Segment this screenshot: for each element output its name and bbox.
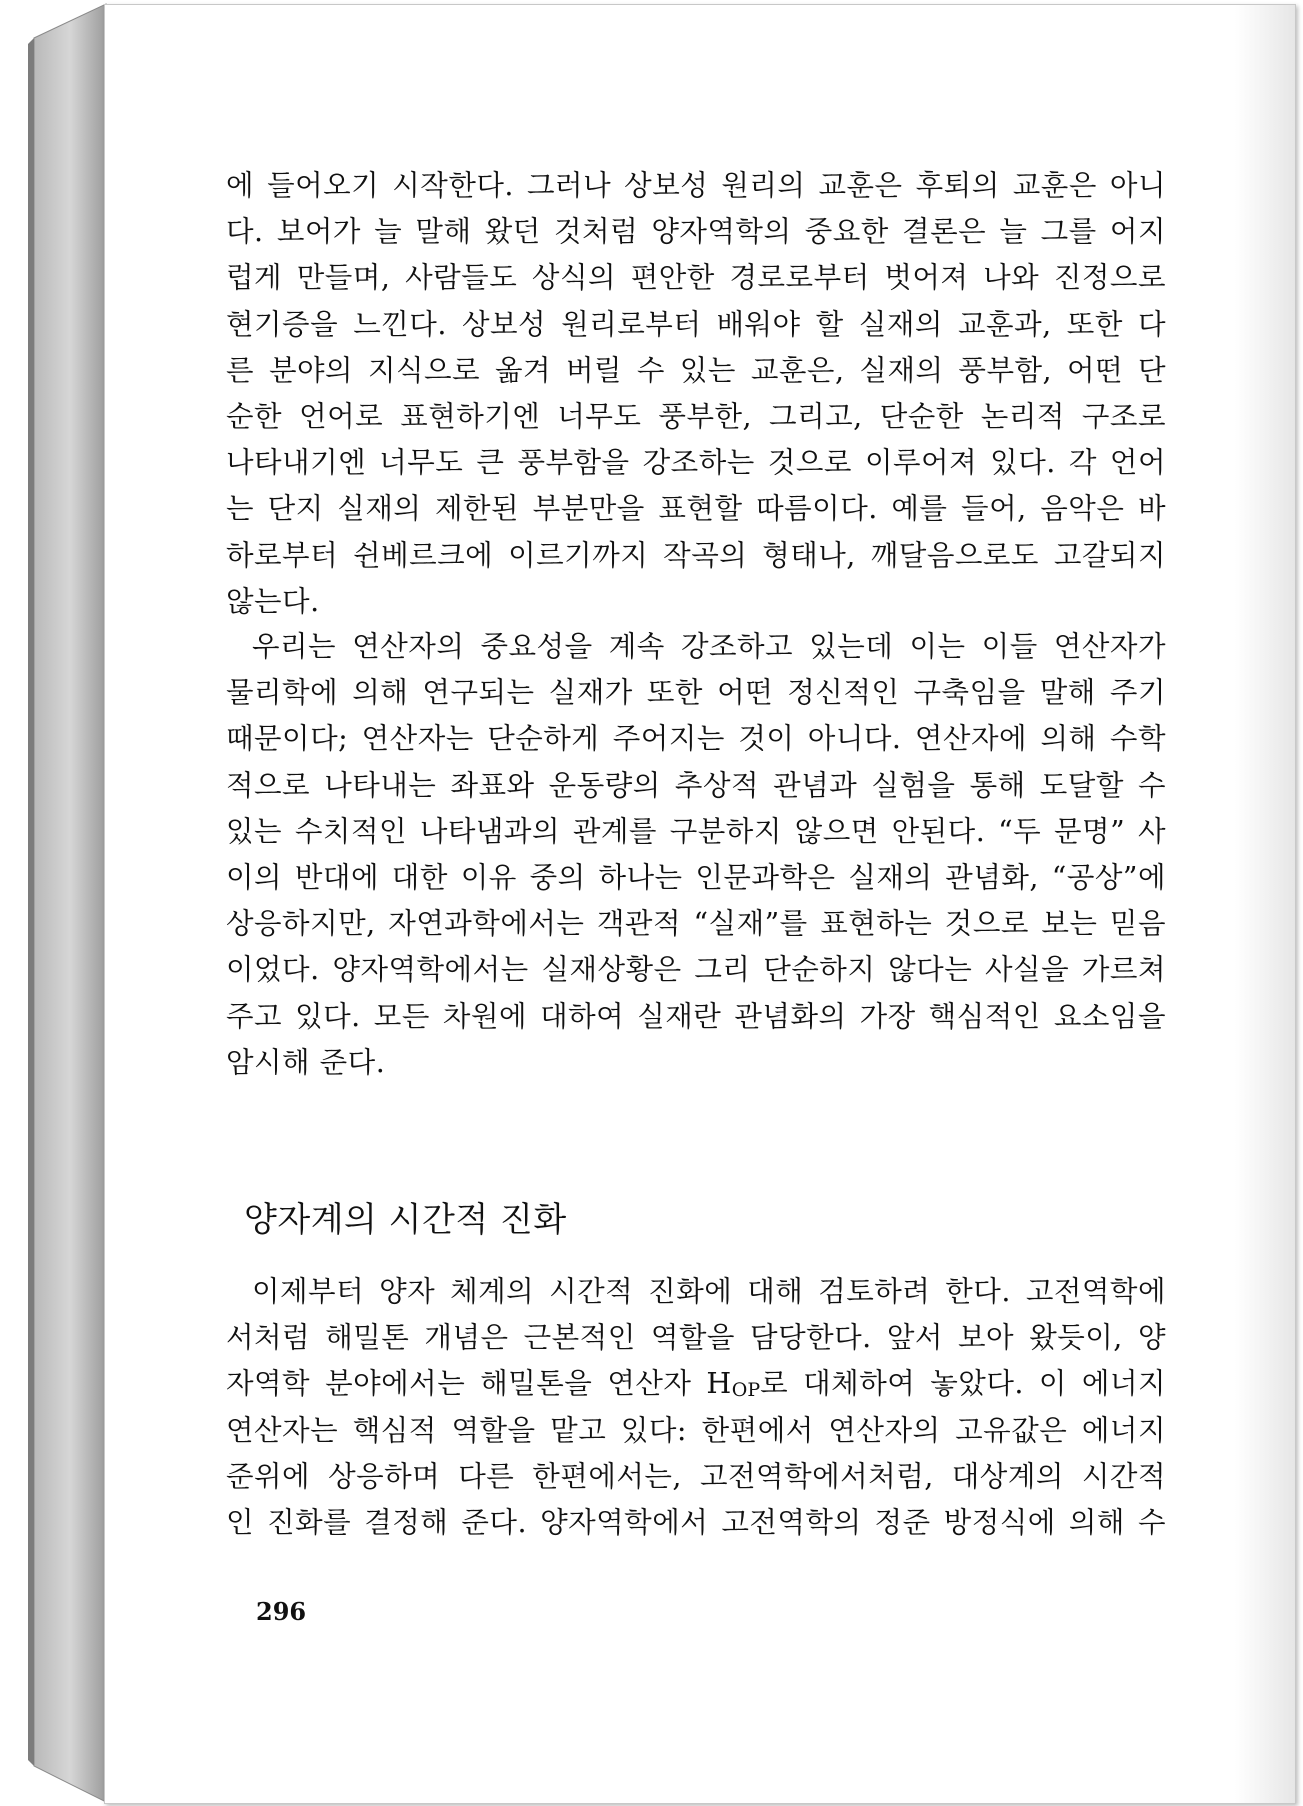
text-fragment: 로 대체하여 놓았다. 이 에너지 [760, 1367, 1167, 1401]
text-line: 이제부터 양자 체계의 시간적 진화에 대해 검토하려 한다. 고전역학에 [252, 1275, 1166, 1308]
text-line: 암시해 준다. [226, 1045, 386, 1079]
section-heading: 양자계의 시간적 진화 [244, 1200, 567, 1240]
text-line: 나타내기엔 너무도 큰 풍부함을 강조하는 것으로 이루어져 있다. 각 언어 [226, 446, 1166, 480]
page-shade [1235, 5, 1295, 1803]
operator-subscript: OP [731, 1379, 761, 1402]
text-line: 있는 수치적인 나타냄과의 관계를 구분하지 않으면 안된다. “두 문명” 사 [226, 814, 1166, 848]
text-line: 서처럼 해밀톤 개념은 근본적인 역할을 담당한다. 앞서 보아 왔듯이, 양 [226, 1321, 1166, 1355]
page-number: 296 [256, 1597, 307, 1626]
text-line: 않는다. [226, 584, 320, 618]
paragraph-2 [226, 624, 1166, 1086]
paragraph-3 [226, 1269, 1166, 1546]
text-line: 이었다. 양자역학에서는 실재상황은 그리 단순하지 않다는 사실을 가르쳐 [226, 953, 1166, 987]
text-line: 에 들어오기 시작한다. 그러나 상보성 원리의 교훈은 후퇴의 교훈은 아니 [226, 169, 1166, 202]
text-line: 이의 반대에 대한 이유 중의 하나는 인문과학은 실재의 관념화, “공상”에 [226, 860, 1166, 894]
text-line: 때문이다; 연산자는 단순하게 주어지는 것이 아니다. 연산자에 의해 수학 [226, 722, 1166, 756]
text-line: 는 단지 실재의 제한된 부분만을 표현할 따름이다. 예를 들어, 음악은 바 [226, 492, 1166, 526]
text-line: 다. 보어가 늘 말해 왔던 것처럼 양자역학의 중요한 결론은 늘 그를 어지 [226, 215, 1166, 249]
text-line: 인 진화를 결정해 준다. 양자역학에서 고전역학의 정준 방정식에 의해 수 [226, 1505, 1166, 1539]
text-line: 순한 언어로 표현하기엔 너무도 풍부한, 그리고, 단순한 논리적 구조로 [226, 399, 1166, 433]
text-fragment: 자역학 분야에서는 해밀톤을 연산자 H [226, 1367, 732, 1401]
text-line-with-operator [226, 1361, 1166, 1407]
text-line: 하로부터 쉰베르크에 이르기까지 작곡의 형태나, 깨달음으로도 고갈되지 [226, 538, 1166, 572]
text-line: 른 분야의 지식으로 옮겨 버릴 수 있는 교훈은, 실재의 풍부함, 어떤 단 [226, 353, 1166, 387]
text-line: 적으로 나타내는 좌표와 운동량의 추상적 관념과 실험을 통해 도달할 수 [226, 768, 1166, 802]
text-line: 현기증을 느낀다. 상보성 원리로부터 배워야 할 실재의 교훈과, 또한 다 [226, 307, 1166, 341]
text-line: 준위에 상응하며 다른 한편에서는, 고전역학에서처럼, 대상계의 시간적 [226, 1459, 1166, 1493]
book-spine-edge [0, 0, 110, 1806]
text-line: 연산자는 핵심적 역할을 맡고 있다: 한편에서 연산자의 고유값은 에너지 [226, 1413, 1166, 1447]
text-line: 물리학에 의해 연구되는 실재가 또한 어떤 정신적인 구축임을 말해 주기 [226, 676, 1166, 710]
text-line: 상응하지만, 자연과학에서는 객관적 “실재”를 표현하는 것으로 보는 믿음 [226, 907, 1166, 941]
text-line: 주고 있다. 모든 차원에 대하여 실재란 관념화의 가장 핵심적인 요소임을 [226, 999, 1166, 1033]
text-line: 럽게 만들며, 사람들도 상식의 편안한 경로로부터 벗어져 나와 진정으로 [226, 261, 1166, 295]
paragraph-1 [226, 163, 1166, 625]
text-line: 우리는 연산자의 중요성을 계속 강조하고 있는데 이는 이들 연산자가 [252, 630, 1166, 663]
